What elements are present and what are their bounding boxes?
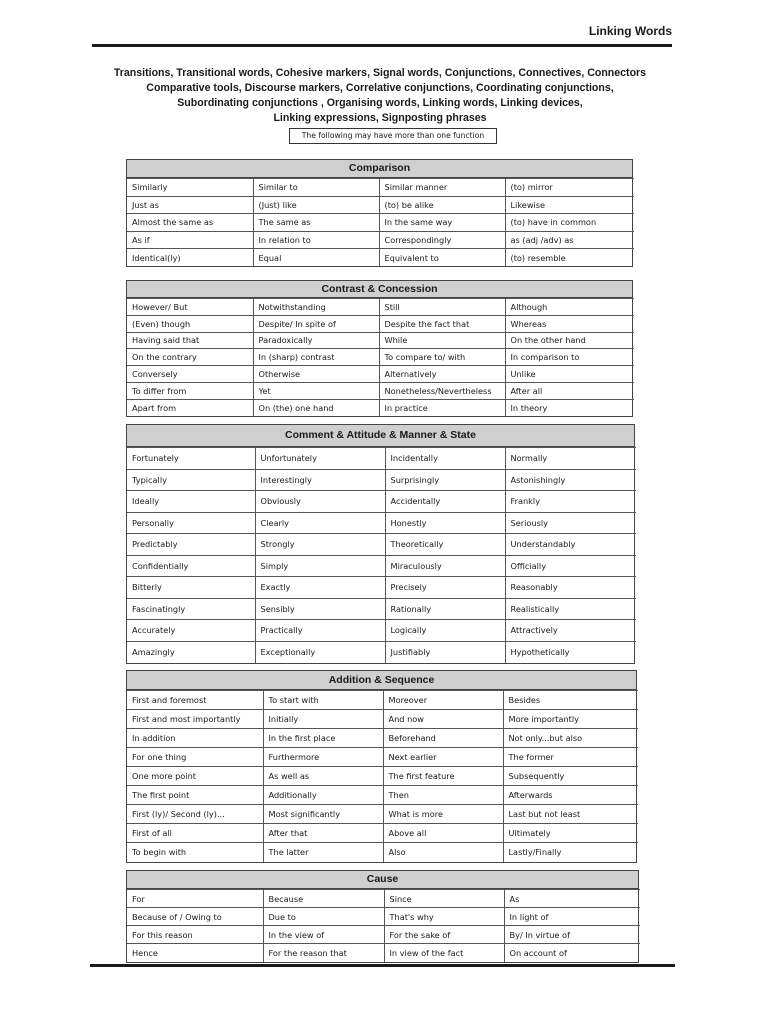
table-cell: Above all bbox=[383, 824, 503, 843]
table-row bbox=[127, 598, 636, 620]
word-table bbox=[127, 447, 636, 663]
footer-rule bbox=[90, 964, 675, 967]
table-cell: Exactly bbox=[255, 577, 385, 599]
table-cell: Beforehand bbox=[383, 729, 503, 748]
table-cell: (to) mirror bbox=[505, 179, 634, 197]
table-cell: The same as bbox=[253, 214, 379, 232]
table-cell: However/ But bbox=[127, 299, 253, 316]
table-cell: Alternatively bbox=[379, 366, 505, 383]
table-cell: Although bbox=[505, 299, 634, 316]
table-cell: Despite/ In spite of bbox=[253, 315, 379, 332]
table-cell: Equivalent to bbox=[379, 249, 505, 267]
table-cell: Not only...but also bbox=[503, 729, 638, 748]
table-cell: Due to bbox=[263, 908, 384, 926]
table-cell: In comparison to bbox=[505, 349, 634, 366]
section-heading: Comment & Attitude & Manner & State bbox=[127, 425, 634, 447]
table-cell: Interestingly bbox=[255, 469, 385, 491]
table-cell: In theory bbox=[505, 399, 634, 416]
table-cell: Because of / Owing to bbox=[127, 908, 263, 926]
table-cell: Strongly bbox=[255, 534, 385, 556]
table-cell: Logically bbox=[385, 620, 505, 642]
section-table bbox=[126, 870, 639, 963]
page-header bbox=[92, 20, 672, 47]
table-cell: For this reason bbox=[127, 926, 263, 944]
table-cell: For the sake of bbox=[384, 926, 504, 944]
table-cell: Despite the fact that bbox=[379, 315, 505, 332]
table-cell: Officially bbox=[505, 555, 636, 577]
table-cell: Paradoxically bbox=[253, 332, 379, 349]
table-cell: For one thing bbox=[127, 748, 263, 767]
table-cell: Justifiably bbox=[385, 641, 505, 663]
table-cell: To start with bbox=[263, 691, 383, 710]
table-cell: After that bbox=[263, 824, 383, 843]
table-row bbox=[127, 469, 636, 491]
table-cell: Moreover bbox=[383, 691, 503, 710]
table-cell: Likewise bbox=[505, 196, 634, 214]
word-table bbox=[127, 178, 634, 266]
table-cell: Surprisingly bbox=[385, 469, 505, 491]
table-cell: For bbox=[127, 890, 263, 908]
table-cell: Personally bbox=[127, 512, 255, 534]
section-heading: Cause bbox=[127, 871, 638, 889]
table-cell: As well as bbox=[263, 767, 383, 786]
table-cell: Ideally bbox=[127, 491, 255, 513]
table-cell: Notwithstanding bbox=[253, 299, 379, 316]
table-cell: Fortunately bbox=[127, 448, 255, 470]
table-cell: In (sharp) contrast bbox=[253, 349, 379, 366]
table-cell: Whereas bbox=[505, 315, 634, 332]
table-cell: The latter bbox=[263, 843, 383, 862]
table-cell: Additionally bbox=[263, 786, 383, 805]
table-cell: Typically bbox=[127, 469, 255, 491]
table-row bbox=[127, 299, 634, 316]
table-row bbox=[127, 710, 638, 729]
table-cell: Obviously bbox=[255, 491, 385, 513]
table-cell: To compare to/ with bbox=[379, 349, 505, 366]
table-cell: Furthermore bbox=[263, 748, 383, 767]
intro-line: Linking expressions, Signposting phrases bbox=[273, 112, 487, 124]
table-cell: Similar manner bbox=[379, 179, 505, 197]
table-row bbox=[127, 179, 634, 197]
table-cell: In light of bbox=[504, 908, 640, 926]
table-cell: In the view of bbox=[263, 926, 384, 944]
table-row bbox=[127, 805, 638, 824]
table-cell: Exceptionally bbox=[255, 641, 385, 663]
table-cell: Because bbox=[263, 890, 384, 908]
table-cell: Understandably bbox=[505, 534, 636, 556]
table-row bbox=[127, 926, 640, 944]
table-cell: Last but not least bbox=[503, 805, 638, 824]
table-cell: As bbox=[504, 890, 640, 908]
table-row bbox=[127, 249, 634, 267]
table-cell: Correspondingly bbox=[379, 231, 505, 249]
table-cell: In practice bbox=[379, 399, 505, 416]
table-cell: Incidentally bbox=[385, 448, 505, 470]
table-row bbox=[127, 231, 634, 249]
section-table bbox=[126, 159, 633, 267]
table-cell: Frankly bbox=[505, 491, 636, 513]
table-cell: The first feature bbox=[383, 767, 503, 786]
table-cell: Similarly bbox=[127, 179, 253, 197]
table-cell: To differ from bbox=[127, 382, 253, 399]
table-row bbox=[127, 944, 640, 962]
table-cell: In view of the fact bbox=[384, 944, 504, 962]
table-cell: On the other hand bbox=[505, 332, 634, 349]
table-cell: Having said that bbox=[127, 332, 253, 349]
word-table bbox=[127, 889, 640, 962]
table-cell: (to) be alike bbox=[379, 196, 505, 214]
table-cell: Sensibly bbox=[255, 598, 385, 620]
table-cell: Subsequently bbox=[503, 767, 638, 786]
table-cell: (Just) like bbox=[253, 196, 379, 214]
table-cell: Simply bbox=[255, 555, 385, 577]
table-cell: After all bbox=[505, 382, 634, 399]
table-cell: First of all bbox=[127, 824, 263, 843]
table-cell: Unlike bbox=[505, 366, 634, 383]
table-cell: Amazingly bbox=[127, 641, 255, 663]
section-heading: Comparison bbox=[127, 160, 632, 178]
table-cell: Initially bbox=[263, 710, 383, 729]
table-cell: Next earlier bbox=[383, 748, 503, 767]
table-row bbox=[127, 315, 634, 332]
word-table bbox=[127, 690, 638, 862]
table-cell: Astonishingly bbox=[505, 469, 636, 491]
table-cell: Yet bbox=[253, 382, 379, 399]
table-row bbox=[127, 399, 634, 416]
table-cell: Since bbox=[384, 890, 504, 908]
table-cell: Reasonably bbox=[505, 577, 636, 599]
table-cell: Most significantly bbox=[263, 805, 383, 824]
table-cell: Almost the same as bbox=[127, 214, 253, 232]
table-cell: as (adj /adv) as bbox=[505, 231, 634, 249]
intro-text bbox=[80, 66, 680, 126]
table-row bbox=[127, 448, 636, 470]
table-cell: One more point bbox=[127, 767, 263, 786]
table-cell: Seriously bbox=[505, 512, 636, 534]
table-cell: In addition bbox=[127, 729, 263, 748]
table-cell: Clearly bbox=[255, 512, 385, 534]
table-cell: The former bbox=[503, 748, 638, 767]
function-note: The following may have more than one function bbox=[289, 128, 497, 144]
table-cell: In relation to bbox=[253, 231, 379, 249]
table-cell: Conversely bbox=[127, 366, 253, 383]
table-cell: Ultimately bbox=[503, 824, 638, 843]
table-cell: (Even) though bbox=[127, 315, 253, 332]
table-row bbox=[127, 349, 634, 366]
table-cell: Unfortunately bbox=[255, 448, 385, 470]
table-cell: Afterwards bbox=[503, 786, 638, 805]
table-cell: For the reason that bbox=[263, 944, 384, 962]
table-cell: To begin with bbox=[127, 843, 263, 862]
table-row bbox=[127, 908, 640, 926]
table-row bbox=[127, 824, 638, 843]
table-row bbox=[127, 491, 636, 513]
table-row bbox=[127, 786, 638, 805]
table-cell: Lastly/Finally bbox=[503, 843, 638, 862]
table-cell: As if bbox=[127, 231, 253, 249]
table-cell: First and most importantly bbox=[127, 710, 263, 729]
section-table bbox=[126, 670, 637, 863]
table-cell: In the same way bbox=[379, 214, 505, 232]
table-cell: In the first place bbox=[263, 729, 383, 748]
table-cell: Predictably bbox=[127, 534, 255, 556]
table-cell: First and foremost bbox=[127, 691, 263, 710]
table-row bbox=[127, 366, 634, 383]
table-row bbox=[127, 512, 636, 534]
table-cell: Hence bbox=[127, 944, 263, 962]
intro-line: Subordinating conjunctions , Organising words, Linking words, Linking devices, bbox=[177, 97, 583, 109]
table-cell: By/ In virtue of bbox=[504, 926, 640, 944]
table-cell: Nonetheless/Nevertheless bbox=[379, 382, 505, 399]
table-row bbox=[127, 382, 634, 399]
intro-line: Comparative tools, Discourse markers, Correlative conjunctions, Coordinating conjunctions, bbox=[146, 82, 614, 94]
table-row bbox=[127, 620, 636, 642]
table-cell: Normally bbox=[505, 448, 636, 470]
table-cell: Just as bbox=[127, 196, 253, 214]
page-title: Linking Words bbox=[588, 24, 672, 38]
section-heading: Addition & Sequence bbox=[127, 671, 636, 690]
table-row bbox=[127, 332, 634, 349]
table-row bbox=[127, 641, 636, 663]
section-heading: Contrast & Concession bbox=[127, 281, 632, 298]
table-cell: Accidentally bbox=[385, 491, 505, 513]
table-cell: Precisely bbox=[385, 577, 505, 599]
table-cell: And now bbox=[383, 710, 503, 729]
table-cell: On (the) one hand bbox=[253, 399, 379, 416]
table-cell: Miraculously bbox=[385, 555, 505, 577]
table-cell: Attractively bbox=[505, 620, 636, 642]
table-cell: On the contrary bbox=[127, 349, 253, 366]
table-cell: That's why bbox=[384, 908, 504, 926]
table-cell: Fascinatingly bbox=[127, 598, 255, 620]
table-row bbox=[127, 767, 638, 786]
table-cell: Theoretically bbox=[385, 534, 505, 556]
table-cell: Realistically bbox=[505, 598, 636, 620]
table-cell: Identical(ly) bbox=[127, 249, 253, 267]
table-row bbox=[127, 890, 640, 908]
table-cell: What is more bbox=[383, 805, 503, 824]
table-cell: Confidentially bbox=[127, 555, 255, 577]
table-cell: Hypothetically bbox=[505, 641, 636, 663]
table-row bbox=[127, 577, 636, 599]
section-table bbox=[126, 280, 633, 417]
table-cell: Otherwise bbox=[253, 366, 379, 383]
table-row bbox=[127, 843, 638, 862]
table-cell: The first point bbox=[127, 786, 263, 805]
table-cell: Similar to bbox=[253, 179, 379, 197]
table-cell: While bbox=[379, 332, 505, 349]
table-cell: Honestly bbox=[385, 512, 505, 534]
table-cell: Practically bbox=[255, 620, 385, 642]
table-cell: Then bbox=[383, 786, 503, 805]
table-row bbox=[127, 691, 638, 710]
table-cell: Equal bbox=[253, 249, 379, 267]
table-cell: Bitterly bbox=[127, 577, 255, 599]
table-cell: Rationally bbox=[385, 598, 505, 620]
word-table bbox=[127, 298, 634, 416]
table-cell: On account of bbox=[504, 944, 640, 962]
intro-line: Transitions, Transitional words, Cohesive markers, Signal words, Conjunctions, Connectives, Connectors bbox=[113, 67, 647, 79]
table-cell: Besides bbox=[503, 691, 638, 710]
table-row bbox=[127, 196, 634, 214]
table-row bbox=[127, 748, 638, 767]
table-cell: Accurately bbox=[127, 620, 255, 642]
table-cell: More importantly bbox=[503, 710, 638, 729]
table-cell: Apart from bbox=[127, 399, 253, 416]
section-table bbox=[126, 424, 635, 664]
table-cell: Still bbox=[379, 299, 505, 316]
table-cell: First (ly)/ Second (ly)... bbox=[127, 805, 263, 824]
table-row bbox=[127, 729, 638, 748]
table-row bbox=[127, 555, 636, 577]
table-cell: Also bbox=[383, 843, 503, 862]
table-cell: (to) resemble bbox=[505, 249, 634, 267]
table-row bbox=[127, 534, 636, 556]
table-row bbox=[127, 214, 634, 232]
table-cell: (to) have in common bbox=[505, 214, 634, 232]
